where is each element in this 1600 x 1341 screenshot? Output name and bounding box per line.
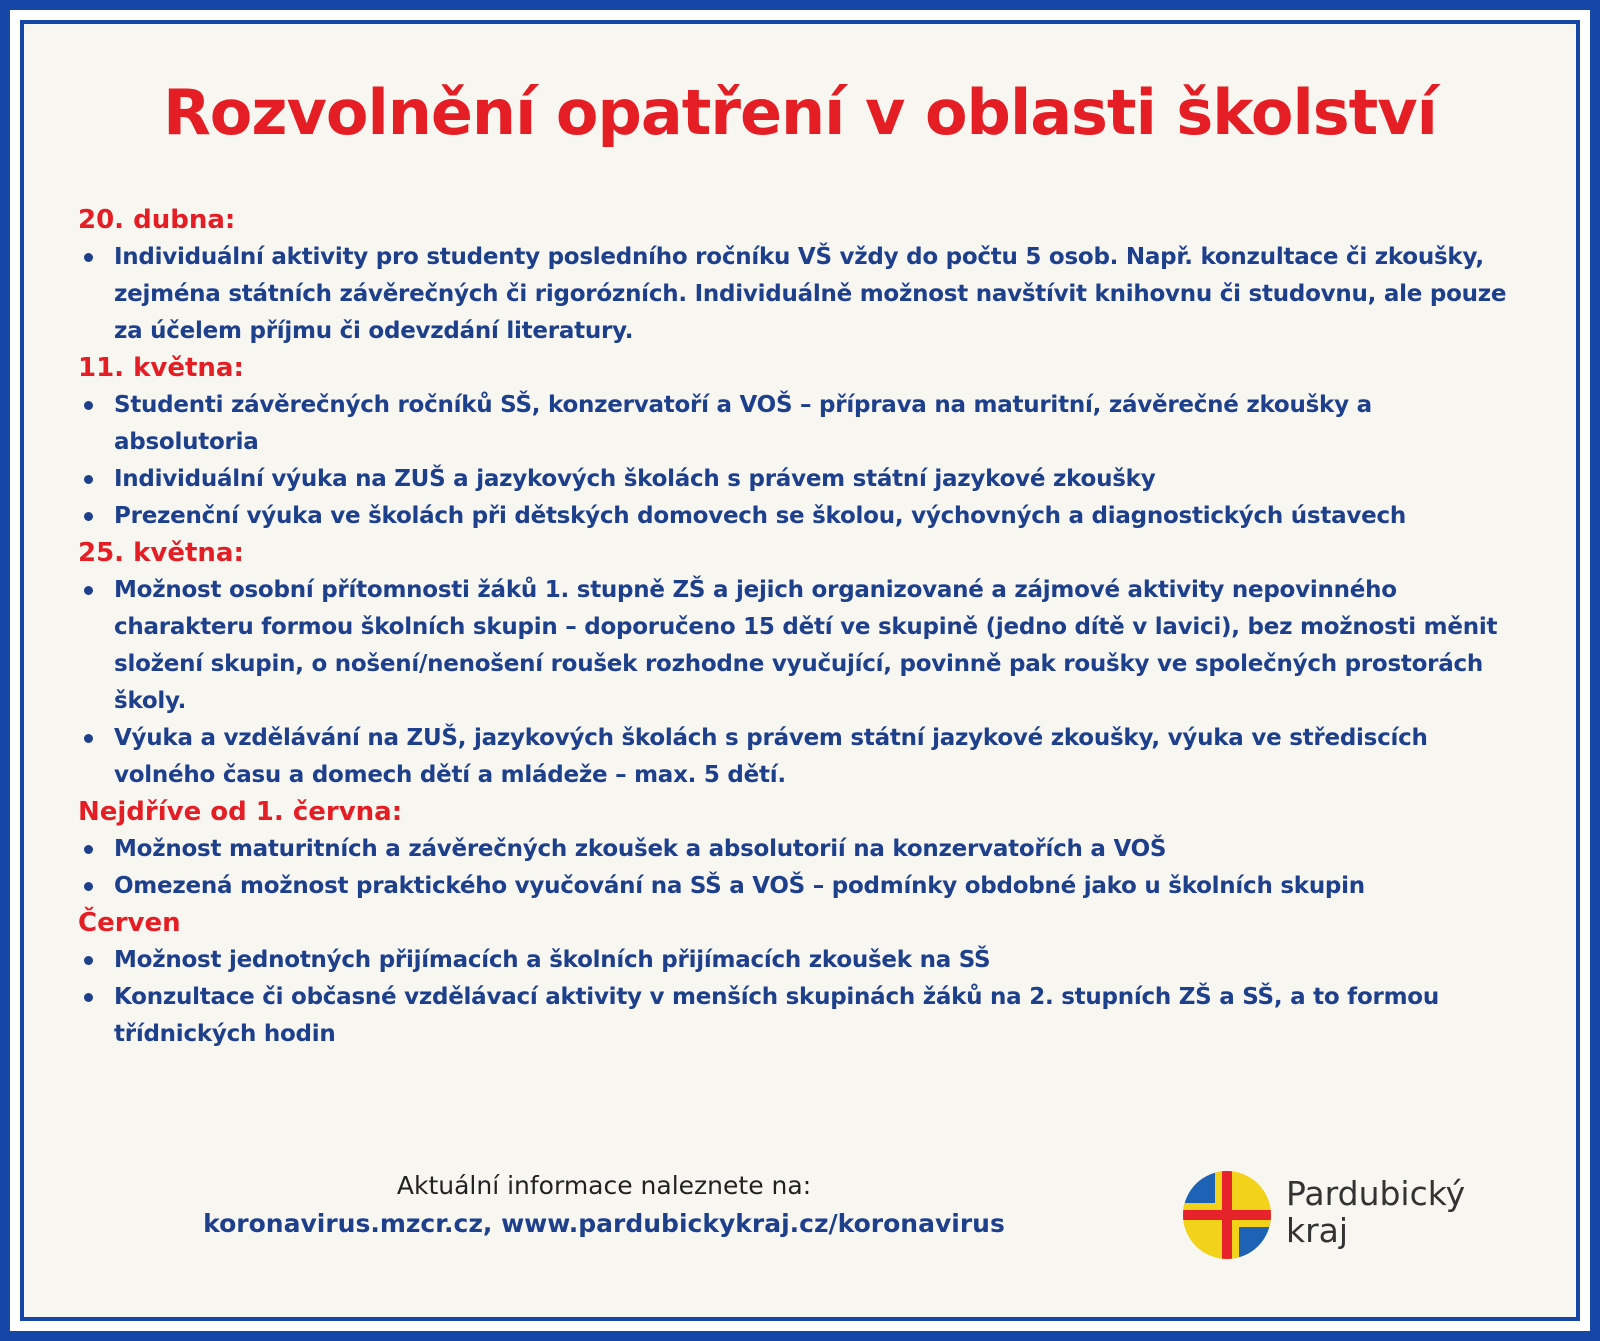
- list-item: [78, 868, 1518, 905]
- section-june: [78, 905, 1518, 1053]
- bullet-icon: [84, 475, 93, 484]
- list-item-text: Možnost osobní přítomnosti žáků 1. stupně ZŠ a jejich organizované a zájmové aktivity nepovinného charakteru formou školních skupin – doporučeno 15 dětí ve skupině (jedno dítě v lavici), bez možnosti měnit složení skupin, o nošení/nenošení roušek rozhodne vyučující, povinně pak roušky ve společných prostorách školy.: [114, 577, 1498, 714]
- frame-gap: [10, 10, 1590, 1331]
- bullet-icon: [84, 401, 93, 410]
- bullet-icon: [84, 253, 93, 262]
- list-item-text: Výuka a vzdělávání na ZUŠ, jazykových školách s právem státní jazykové zkoušky, výuka ve střediscích volného času a domech dětí a mládeže – max. 5 dětí.: [114, 725, 1428, 788]
- poster-card: [20, 20, 1580, 1321]
- list-item: [78, 461, 1518, 498]
- bullet-icon: [84, 956, 93, 965]
- pardubicky-kraj-emblem-icon: [1182, 1170, 1272, 1260]
- bullet-icon: [84, 845, 93, 854]
- list-item: [78, 831, 1518, 868]
- section-1-june: [78, 794, 1518, 905]
- list-item-text: Individuální výuka na ZUŠ a jazykových školách s právem státní jazykové zkoušky: [114, 466, 1156, 492]
- section-list: [78, 239, 1518, 350]
- section-heading: 11. května:: [78, 353, 244, 383]
- list-item-text: Konzultace či občasné vzdělávací aktivity v menších skupinách žáků na 2. stupních ZŠ a SŠ, a to formou třídnických hodin: [114, 984, 1439, 1047]
- pardubicky-kraj-logo: [1182, 1170, 1502, 1270]
- footer-info: [174, 1167, 1034, 1244]
- list-item: [78, 572, 1518, 720]
- list-item-text: Prezenční výuka ve školách při dětských domovech se školou, výchovných a diagnostických ústavech: [114, 503, 1406, 529]
- section-11-may: [78, 350, 1518, 535]
- section-heading: Nejdříve od 1. června:: [78, 797, 403, 827]
- logo-text: [1286, 1175, 1465, 1249]
- list-item-text: Individuální aktivity pro studenty posledního ročníku VŠ vždy do počtu 5 osob. Např. konzultace či zkoušky, zejména státních závěrečných či rigorózních. Individuálně možnost navštívit knihovnu či studovnu, ale pouze za účelem příjmu či odevzdání literatury.: [114, 244, 1507, 344]
- page-title: Rozvolnění opatření v oblasti školství: [163, 76, 1437, 149]
- bullet-icon: [84, 882, 93, 891]
- logo-text-line-2: kraj: [1286, 1211, 1349, 1250]
- section-list: [78, 942, 1518, 1053]
- list-item-text: Možnost jednotných přijímacích a školních přijímacích zkoušek na SŠ: [114, 947, 991, 973]
- section-20-april: [78, 202, 1518, 350]
- measures-content: [78, 202, 1518, 1053]
- list-item-text: Možnost maturitních a závěrečných zkoušek a absolutorií na konzervatořích a VOŠ: [114, 836, 1167, 862]
- bullet-icon: [84, 993, 93, 1002]
- bullet-icon: [84, 512, 93, 521]
- section-heading: 25. května:: [78, 538, 244, 568]
- section-heading: 20. dubna:: [78, 205, 236, 235]
- list-item: [78, 498, 1518, 535]
- list-item: [78, 979, 1518, 1053]
- list-item-text: Omezená možnost praktického vyučování na SŠ a VOŠ – podmínky obdobné jako u školních skupin: [114, 873, 1365, 899]
- bullet-icon: [84, 586, 93, 595]
- section-25-may: [78, 535, 1518, 794]
- bullet-icon: [84, 734, 93, 743]
- list-item: [78, 387, 1518, 461]
- list-item: [78, 239, 1518, 350]
- list-item-text: Studenti závěrečných ročníků SŠ, konzervatoří a VOŠ – příprava na maturitní, závěrečné zkoušky a absolutoria: [114, 392, 1372, 455]
- section-list: [78, 831, 1518, 905]
- section-list: [78, 572, 1518, 794]
- footer-links[interactable]: koronavirus.mzcr.cz, www.pardubickykraj.cz/koronavirus: [203, 1209, 1005, 1238]
- section-heading: Červen: [78, 908, 181, 938]
- footer-label: Aktuální informace naleznete na:: [396, 1171, 812, 1200]
- list-item: [78, 720, 1518, 794]
- section-list: [78, 387, 1518, 535]
- list-item: [78, 942, 1518, 979]
- logo-text-line-1: Pardubický: [1286, 1174, 1466, 1213]
